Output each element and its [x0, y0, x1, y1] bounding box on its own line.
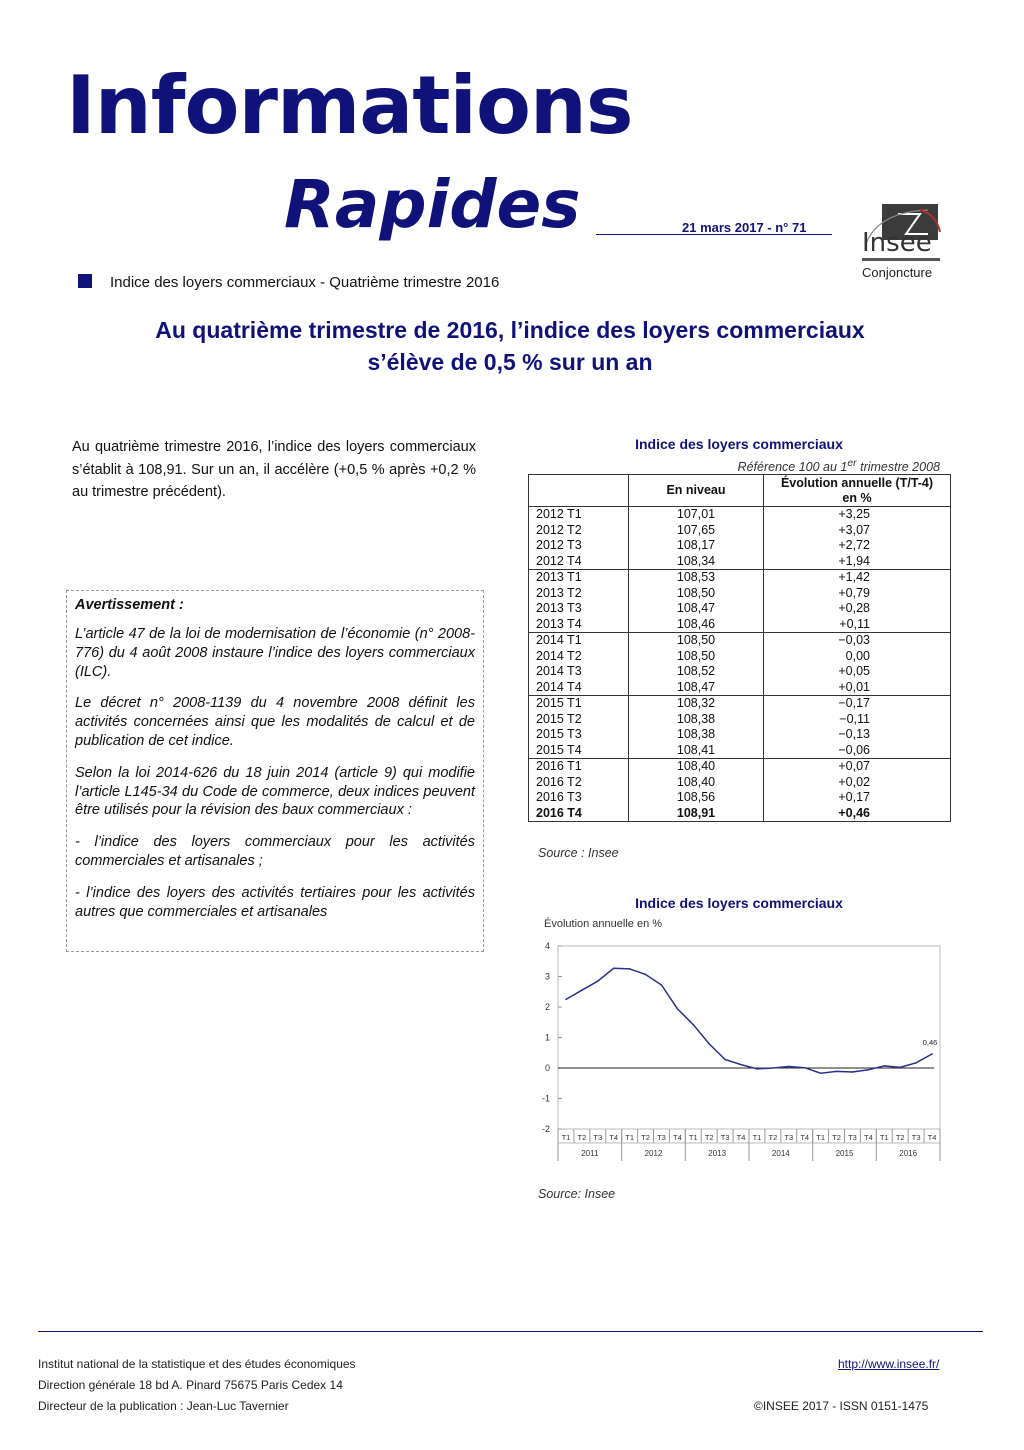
row-level: 108,52: [629, 664, 764, 680]
row-period: 2016 T1: [529, 759, 629, 775]
table-row: [529, 649, 951, 665]
x-quarter-label: T1: [688, 1133, 698, 1142]
subject-bullet-icon: [78, 274, 92, 288]
table-title: Indice des loyers commerciaux: [635, 436, 843, 452]
table-row: [529, 696, 951, 712]
row-level: 108,91: [629, 806, 764, 822]
logo-bar: [862, 258, 940, 261]
data-point: [820, 1072, 822, 1074]
row-evolution: +0,07: [764, 759, 951, 775]
data-point: [883, 1065, 885, 1067]
y-tick-label: 1: [544, 1032, 550, 1043]
data-point: [915, 1062, 917, 1064]
header-period: [529, 475, 629, 507]
x-quarter-label: T3: [848, 1133, 857, 1142]
row-evolution: −0,13: [764, 727, 951, 743]
row-evolution: −0,11: [764, 712, 951, 728]
row-level: 108,40: [629, 775, 764, 791]
table-body: [529, 507, 951, 822]
table-row: [529, 727, 951, 743]
x-year-label: 2015: [835, 1149, 854, 1158]
x-quarter-label: T1: [561, 1133, 571, 1142]
row-evolution: +2,72: [764, 538, 951, 554]
x-quarter-label: T2: [704, 1133, 714, 1142]
y-tick-label: -2: [541, 1124, 550, 1134]
y-tick-label: 0: [544, 1063, 550, 1073]
data-point: [772, 1067, 774, 1069]
table-row: [529, 790, 951, 806]
data-point: [629, 968, 631, 970]
row-level: 108,53: [629, 570, 764, 586]
table-row: [529, 570, 951, 586]
chart-title: Indice des loyers commerciaux: [635, 895, 843, 911]
footer-institute: Institut national de la statistique et des études économiques: [38, 1357, 356, 1371]
row-level: 108,50: [629, 633, 764, 649]
table-row: [529, 617, 951, 633]
x-quarter-label: T4: [736, 1133, 746, 1142]
row-period: 2014 T1: [529, 633, 629, 649]
table-row: [529, 664, 951, 680]
footer-copyright: ©INSEE 2017 - ISSN 0151-1475: [754, 1399, 929, 1413]
row-level: 108,56: [629, 790, 764, 806]
row-level: 108,50: [629, 649, 764, 665]
y-tick-label: 2: [544, 1002, 550, 1012]
footer-rule: [38, 1331, 983, 1332]
data-point: [899, 1067, 901, 1069]
intro-paragraph: Au quatrième trimestre 2016, l’indice des loyers commerciaux s’établit à 108,91. Sur un an, il accélère (+0,5 % après +0,2 % au trimestre précédent).: [72, 439, 476, 500]
row-period: 2015 T1: [529, 696, 629, 712]
table-row: [529, 586, 951, 602]
x-quarter-label: T4: [800, 1133, 810, 1142]
data-point: [804, 1067, 806, 1069]
table-reference-suffix: trimestre 2008: [856, 460, 940, 475]
table-row: [529, 759, 951, 775]
headline-line1: Au quatrième trimestre de 2016, l’indice des loyers commerciaux: [155, 317, 865, 343]
row-period: 2013 T1: [529, 570, 629, 586]
row-level: 108,40: [629, 759, 764, 775]
footer-url-link[interactable]: http://www.insee.fr/: [838, 1357, 940, 1371]
table-row: [529, 538, 951, 554]
row-level: 108,38: [629, 712, 764, 728]
table-row: [529, 554, 951, 570]
x-quarter-label: T1: [816, 1133, 826, 1142]
warning-paragraph: Selon la loi 2014-626 du 18 juin 2014 (article 9) qui modifie l’article L145-34 du Code de commerce, deux indices peuvent être utilisés pour la révision des baux commerciaux :: [75, 764, 475, 819]
data-point: [708, 1043, 710, 1045]
last-value-label: 0,46: [922, 1037, 938, 1047]
x-quarter-label: T1: [879, 1133, 889, 1142]
row-period: 2015 T3: [529, 727, 629, 743]
x-quarter-label: T3: [911, 1133, 921, 1142]
x-quarter-label: T4: [863, 1133, 873, 1142]
data-point: [677, 1008, 679, 1010]
data-point: [868, 1069, 870, 1071]
header-level: En niveau: [629, 475, 764, 507]
row-period: 2013 T4: [529, 617, 629, 633]
row-period: 2014 T4: [529, 680, 629, 696]
ilc-line-chart: [528, 930, 948, 1170]
row-evolution: +0,11: [764, 617, 951, 633]
title-informations: Informations: [66, 59, 633, 152]
row-period: 2012 T3: [529, 538, 629, 554]
table-row: [529, 601, 951, 617]
header-evolution-line1: Évolution annuelle (T/T-4): [780, 475, 934, 490]
row-evolution: +0,46: [764, 806, 951, 822]
y-tick-label: 3: [544, 971, 550, 982]
table-row: [529, 633, 951, 649]
header-evolution: [764, 475, 951, 507]
table-row: [529, 775, 951, 791]
warning-title: Avertissement :: [75, 597, 184, 613]
row-period: 2013 T2: [529, 586, 629, 602]
row-evolution: +0,17: [764, 790, 951, 806]
row-period: 2016 T4: [529, 806, 629, 822]
x-year-label: 2011: [581, 1149, 599, 1158]
x-quarter-label: T3: [784, 1133, 794, 1142]
row-evolution: 0,00: [764, 649, 951, 665]
table-reference-sup: er: [847, 458, 857, 469]
data-point: [581, 989, 583, 991]
x-year-label: 2014: [771, 1149, 790, 1158]
x-year-label: 2013: [708, 1149, 727, 1158]
y-tick-label: -1: [541, 1093, 550, 1104]
x-quarter-label: T4: [609, 1133, 619, 1142]
logo-subtitle: Conjoncture: [862, 265, 933, 280]
data-point: [692, 1024, 694, 1026]
row-evolution: −0,03: [764, 633, 951, 649]
row-level: 108,32: [629, 696, 764, 712]
subject-line: Indice des loyers commerciaux - Quatrième trimestre 2016: [110, 274, 500, 291]
data-point: [740, 1064, 742, 1066]
data-point: [931, 1053, 933, 1055]
headline: [100, 314, 920, 378]
data-point: [597, 980, 599, 982]
table-source: Source : Insee: [538, 846, 619, 860]
row-evolution: −0,06: [764, 743, 951, 759]
x-quarter-label: T2: [768, 1133, 778, 1142]
row-evolution: +0,05: [764, 664, 951, 680]
row-level: 108,17: [629, 538, 764, 554]
data-point: [565, 999, 567, 1001]
title-rapides: Rapides: [284, 166, 581, 243]
row-level: 108,50: [629, 586, 764, 602]
row-level: 108,38: [629, 727, 764, 743]
row-period: 2014 T3: [529, 664, 629, 680]
headline-line2: s’élève de 0,5 % sur un an: [367, 349, 653, 375]
row-evolution: +1,42: [764, 570, 951, 586]
x-quarter-label: T2: [641, 1133, 650, 1142]
row-level: 108,41: [629, 743, 764, 759]
footer-address: Direction générale 18 bd A. Pinard 75675 Paris Cedex 14: [38, 1378, 343, 1392]
x-quarter-label: T1: [625, 1133, 635, 1142]
row-level: 108,34: [629, 554, 764, 570]
chart-ylabel: Évolution annuelle en %: [544, 918, 663, 930]
table-row: [529, 806, 951, 822]
warning-paragraph: - l’indice des loyers des activités tertiaires pour les activités autres que commerciales et artisanales: [75, 884, 475, 920]
row-evolution: +0,01: [764, 680, 951, 696]
table-row: [529, 712, 951, 728]
logo-name: Insee: [862, 228, 932, 258]
row-evolution: +3,25: [764, 507, 951, 523]
data-point: [661, 984, 663, 986]
data-point: [756, 1068, 758, 1070]
series-line: [566, 968, 932, 1073]
x-quarter-label: T3: [593, 1133, 603, 1142]
row-level: 108,46: [629, 617, 764, 633]
x-year-label: 2016: [899, 1149, 918, 1158]
ilc-table: [528, 474, 951, 822]
row-evolution: +0,02: [764, 775, 951, 791]
x-year-label: 2012: [644, 1149, 663, 1158]
table-row: [529, 507, 951, 523]
data-point: [852, 1071, 854, 1073]
row-evolution: +1,94: [764, 554, 951, 570]
data-point: [788, 1066, 790, 1068]
row-evolution: +0,79: [764, 586, 951, 602]
row-period: 2012 T1: [529, 507, 629, 523]
chart-source: Source: Insee: [538, 1187, 616, 1201]
row-level: 107,01: [629, 507, 764, 523]
data-point: [645, 974, 647, 976]
table-header-row: [529, 475, 951, 507]
row-period: 2015 T4: [529, 743, 629, 759]
row-period: 2016 T2: [529, 775, 629, 791]
warning-box: [66, 590, 484, 952]
x-quarter-label: T2: [895, 1133, 905, 1142]
row-level: 107,65: [629, 523, 764, 539]
data-point: [613, 967, 615, 969]
row-period: 2012 T2: [529, 523, 629, 539]
chart-plot-frame: [558, 946, 940, 1129]
warning-paragraph: Le décret n° 2008-1139 du 4 novembre 2008 définit les activités concernées ainsi que les modalités de calcul et de publication de cet indice.: [75, 695, 475, 749]
row-period: 2012 T4: [529, 554, 629, 570]
warning-paragraph: L’article 47 de la loi de modernisation de l’économie (n° 2008-776) du 4 août 2008 instaure l’indice des loyers commerciaux (ILC).: [75, 626, 475, 680]
row-evolution: +3,07: [764, 523, 951, 539]
table-row: [529, 743, 951, 759]
table-row: [529, 680, 951, 696]
row-period: 2013 T3: [529, 601, 629, 617]
row-evolution: −0,17: [764, 696, 951, 712]
x-quarter-label: T3: [720, 1133, 730, 1142]
row-period: 2016 T3: [529, 790, 629, 806]
x-quarter-label: T1: [752, 1133, 762, 1142]
data-point: [724, 1059, 726, 1061]
x-quarter-label: T2: [832, 1133, 841, 1142]
footer-director: Directeur de la publication : Jean-Luc Tavernier: [38, 1399, 289, 1413]
y-tick-label: 4: [544, 941, 550, 951]
data-point: [836, 1071, 838, 1073]
header-evolution-line2: en %: [842, 490, 872, 505]
x-quarter-label: T3: [657, 1133, 666, 1142]
row-level: 108,47: [629, 601, 764, 617]
row-evolution: +0,28: [764, 601, 951, 617]
table-reference-prefix: Référence 100 au 1: [737, 460, 848, 475]
warning-paragraph: - l’indice des loyers commerciaux pour les activités commerciales et artisanales ;: [75, 834, 475, 869]
row-period: 2015 T2: [529, 712, 629, 728]
x-quarter-label: T4: [672, 1133, 682, 1142]
issue-date: 21 mars 2017 - n° 71: [682, 220, 807, 235]
x-quarter-label: T2: [577, 1133, 587, 1142]
row-level: 108,47: [629, 680, 764, 696]
row-period: 2014 T2: [529, 649, 629, 665]
table-row: [529, 523, 951, 539]
x-quarter-label: T4: [927, 1133, 937, 1142]
table-reference: [528, 458, 940, 474]
